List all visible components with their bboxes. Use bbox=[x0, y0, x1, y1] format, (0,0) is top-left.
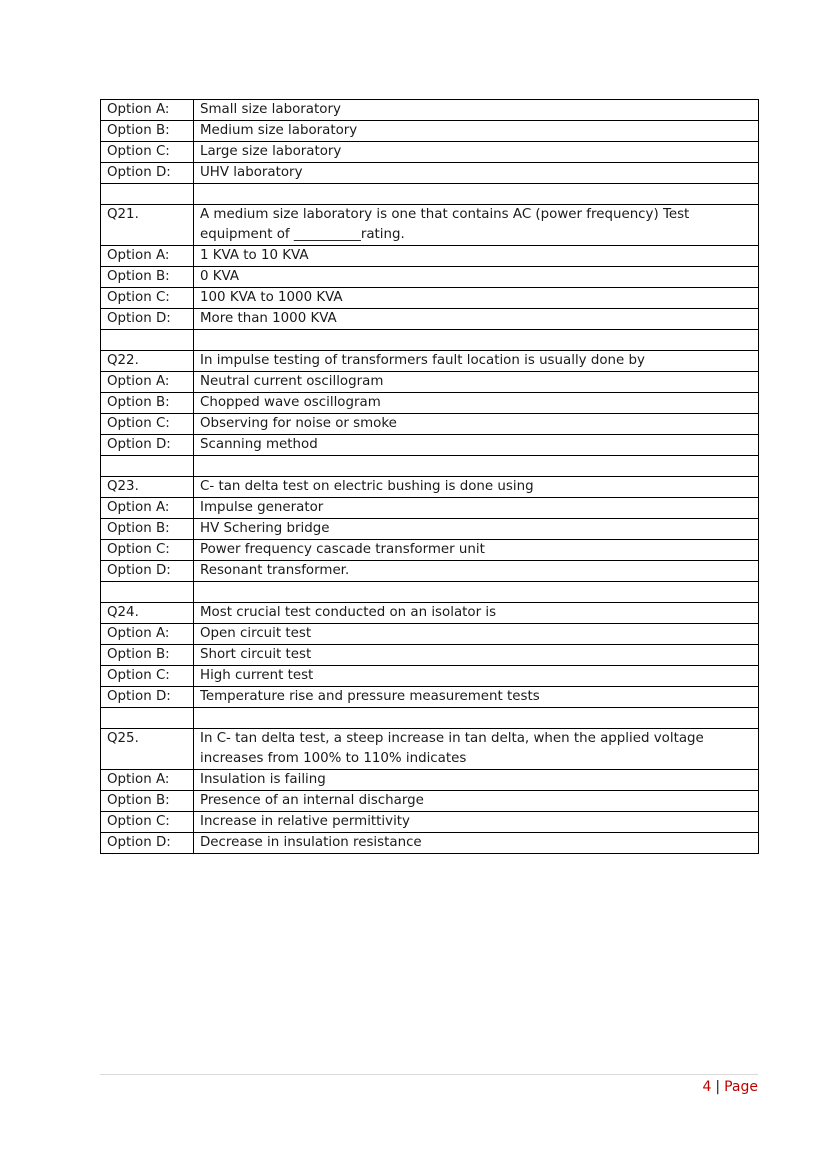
option-row bbox=[101, 163, 759, 184]
option-row bbox=[101, 666, 759, 687]
row-text: Chopped wave oscillogram bbox=[194, 393, 759, 414]
row-text bbox=[194, 184, 759, 205]
row-label: Q25. bbox=[101, 729, 194, 770]
row-text: Insulation is failing bbox=[194, 770, 759, 791]
row-label: Option C: bbox=[101, 414, 194, 435]
row-label: Option A: bbox=[101, 100, 194, 121]
blank-row bbox=[101, 184, 759, 205]
blank-row bbox=[101, 330, 759, 351]
option-row bbox=[101, 645, 759, 666]
row-label: Q23. bbox=[101, 477, 194, 498]
row-label: Q24. bbox=[101, 603, 194, 624]
option-row bbox=[101, 414, 759, 435]
option-row bbox=[101, 624, 759, 645]
row-text: Increase in relative permittivity bbox=[194, 812, 759, 833]
row-text: 0 KVA bbox=[194, 267, 759, 288]
option-row bbox=[101, 121, 759, 142]
option-row bbox=[101, 393, 759, 414]
question-row bbox=[101, 205, 759, 246]
row-text: Decrease in insulation resistance bbox=[194, 833, 759, 854]
row-label: Option D: bbox=[101, 163, 194, 184]
option-row bbox=[101, 833, 759, 854]
row-label: Option C: bbox=[101, 812, 194, 833]
option-row bbox=[101, 246, 759, 267]
option-row bbox=[101, 519, 759, 540]
row-text: Resonant transformer. bbox=[194, 561, 759, 582]
option-row bbox=[101, 288, 759, 309]
page-footer bbox=[702, 1078, 758, 1096]
question-row bbox=[101, 729, 759, 770]
option-row bbox=[101, 812, 759, 833]
row-text: Presence of an internal discharge bbox=[194, 791, 759, 812]
row-text: C- tan delta test on electric bushing is done using bbox=[194, 477, 759, 498]
row-label: Option B: bbox=[101, 519, 194, 540]
blank-row bbox=[101, 708, 759, 729]
footer-divider bbox=[100, 1074, 758, 1075]
row-text: Small size laboratory bbox=[194, 100, 759, 121]
blank-row bbox=[101, 456, 759, 477]
row-label: Option A: bbox=[101, 246, 194, 267]
option-row bbox=[101, 540, 759, 561]
row-label: Option B: bbox=[101, 267, 194, 288]
row-text: 100 KVA to 1000 KVA bbox=[194, 288, 759, 309]
question-row bbox=[101, 603, 759, 624]
option-row bbox=[101, 791, 759, 812]
row-text: Large size laboratory bbox=[194, 142, 759, 163]
page-label: Page bbox=[724, 1079, 758, 1095]
row-label: Option C: bbox=[101, 288, 194, 309]
option-row bbox=[101, 142, 759, 163]
row-label: Option B: bbox=[101, 121, 194, 142]
row-text: Power frequency cascade transformer unit bbox=[194, 540, 759, 561]
row-text: Neutral current oscillogram bbox=[194, 372, 759, 393]
question-table bbox=[100, 99, 759, 854]
row-text: In impulse testing of transformers fault location is usually done by bbox=[194, 351, 759, 372]
option-row bbox=[101, 267, 759, 288]
row-text: A medium size laboratory is one that contains AC (power frequency) Test equipment of __________rating. bbox=[194, 205, 759, 246]
row-label: Option A: bbox=[101, 372, 194, 393]
question-row bbox=[101, 351, 759, 372]
option-row bbox=[101, 372, 759, 393]
option-row bbox=[101, 498, 759, 519]
row-label: Option C: bbox=[101, 666, 194, 687]
row-label bbox=[101, 708, 194, 729]
row-text: 1 KVA to 10 KVA bbox=[194, 246, 759, 267]
row-text bbox=[194, 708, 759, 729]
blank-row bbox=[101, 582, 759, 603]
row-label: Q22. bbox=[101, 351, 194, 372]
row-text: UHV laboratory bbox=[194, 163, 759, 184]
option-row bbox=[101, 435, 759, 456]
row-text: HV Schering bridge bbox=[194, 519, 759, 540]
row-label: Option A: bbox=[101, 498, 194, 519]
row-label: Option D: bbox=[101, 561, 194, 582]
option-row bbox=[101, 687, 759, 708]
row-label: Option B: bbox=[101, 791, 194, 812]
row-label bbox=[101, 456, 194, 477]
row-label bbox=[101, 184, 194, 205]
row-text: Impulse generator bbox=[194, 498, 759, 519]
row-text: More than 1000 KVA bbox=[194, 309, 759, 330]
row-label: Option B: bbox=[101, 393, 194, 414]
row-text: In C- tan delta test, a steep increase in tan delta, when the applied voltage increases from 100% to 110% indicates bbox=[194, 729, 759, 770]
row-text: Short circuit test bbox=[194, 645, 759, 666]
row-label: Option A: bbox=[101, 770, 194, 791]
row-text bbox=[194, 456, 759, 477]
option-row bbox=[101, 561, 759, 582]
footer-separator: | bbox=[715, 1079, 721, 1095]
row-label: Option D: bbox=[101, 309, 194, 330]
row-text: Medium size laboratory bbox=[194, 121, 759, 142]
row-label: Option C: bbox=[101, 142, 194, 163]
question-row bbox=[101, 477, 759, 498]
row-text: Open circuit test bbox=[194, 624, 759, 645]
option-row bbox=[101, 770, 759, 791]
row-text: Observing for noise or smoke bbox=[194, 414, 759, 435]
option-row bbox=[101, 100, 759, 121]
page-number: 4 bbox=[702, 1079, 712, 1095]
row-label: Q21. bbox=[101, 205, 194, 246]
row-label: Option D: bbox=[101, 435, 194, 456]
row-text: Temperature rise and pressure measurement tests bbox=[194, 687, 759, 708]
row-text: High current test bbox=[194, 666, 759, 687]
row-label: Option D: bbox=[101, 687, 194, 708]
row-text bbox=[194, 582, 759, 603]
row-text: Most crucial test conducted on an isolator is bbox=[194, 603, 759, 624]
option-row bbox=[101, 309, 759, 330]
row-label: Option B: bbox=[101, 645, 194, 666]
row-label bbox=[101, 330, 194, 351]
row-label bbox=[101, 582, 194, 603]
row-text: Scanning method bbox=[194, 435, 759, 456]
row-label: Option A: bbox=[101, 624, 194, 645]
row-label: Option C: bbox=[101, 540, 194, 561]
row-label: Option D: bbox=[101, 833, 194, 854]
row-text bbox=[194, 330, 759, 351]
